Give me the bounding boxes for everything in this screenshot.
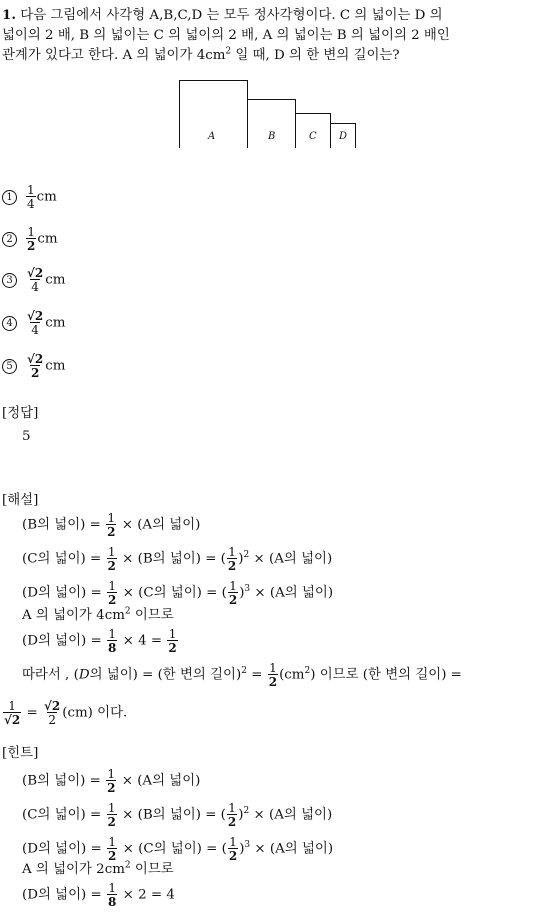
hint-b-line: (B의 넓이) = $\frac{1}{2}$ × (A의 넓이) <box>22 767 201 795</box>
label-a: A <box>208 131 216 142</box>
question-line-1: 1. 다음 그림에서 사각형 A,B,C,D 는 모두 정사각형이다. C 의 넓이는 D 의 <box>2 7 443 23</box>
question-line-3: 관계가 있다고 한다. A 의 넓이가 $4cm^2$ 일 때, D 의 한 변의 길이는? <box>2 46 400 63</box>
explanation-c-line: (C의 넓이) = $\frac{1}{2}$ × (B의 넓이) = ( $\frac{1}{2}$ )$^2$ × (A의 넓이) <box>22 545 333 573</box>
label-d: D <box>339 131 348 142</box>
hint-d-line: (D의 넓이) = $\frac{1}{2}$ × (C의 넓이) = ( $\frac{1}{2}$ )$^3$ × (A의 넓이) <box>22 835 334 863</box>
explanation-a-line: A 의 넓이가 $4cm^2$ 이므로 <box>22 606 174 623</box>
choice-1[interactable]: 1 $\frac{1}{4}$ cm <box>2 184 57 210</box>
explanation-final-line: $\frac{1}{√2}$ = $\frac{√2}{2}$ (cm) 이다. <box>4 699 128 727</box>
hint-c-line: (C의 넓이) = $\frac{1}{2}$ × (B의 넓이) = ( $\frac{1}{2}$ )$^2$ × (A의 넓이) <box>22 801 333 829</box>
hint-a-line: A 의 넓이가 $2cm^2$ 이므로 <box>22 860 174 877</box>
hint-d2-line: (D의 넓이) = $\frac{1}{8}$ × 2 = 4 <box>22 881 175 909</box>
choice-3[interactable]: 3 $\frac{√2}{4}$ cm <box>2 267 65 293</box>
choice-marker: 4 <box>2 316 17 331</box>
label-b: B <box>268 131 276 142</box>
explanation-header: [해설] <box>2 493 39 508</box>
choice-4[interactable]: 4 $\frac{√2}{4}$ cm <box>2 310 65 336</box>
answer-header: [정답] <box>2 406 39 421</box>
choice-marker: 1 <box>2 190 17 205</box>
question-number: 1. <box>2 7 16 23</box>
explanation-d2-line: (D의 넓이) = $\frac{1}{8}$ × 4 = $\frac{1}{2}$ <box>22 627 177 655</box>
hint-header: [힌트] <box>2 746 39 761</box>
explanation-therefore-line: 따라서 , (D의 넓이) = (한 변의 길이)$^2$ = $\frac{1}{2}$ $(cm^2)$ 이므로 (한 변의 길이) = <box>22 661 462 689</box>
choice-marker: 3 <box>2 273 17 288</box>
choice-marker: 2 <box>2 232 17 247</box>
label-c: C <box>309 131 317 142</box>
explanation-b-line: (B의 넓이) = $\frac{1}{2}$ × (A의 넓이) <box>22 511 201 539</box>
answer-value: 5 <box>22 429 31 444</box>
question-line-2: 넓이의 2 배, B 의 넓이는 C 의 넓이의 2 배, A 의 넓이는 B 의 넓이의 2 배인 <box>2 28 450 43</box>
explanation-d-line: (D의 넓이) = $\frac{1}{2}$ × (C의 넓이) = ( $\frac{1}{2}$ )$^3$ × (A의 넓이) <box>22 579 334 607</box>
choice-marker: 5 <box>2 359 17 374</box>
choice-5[interactable]: 5 $\frac{√2}{2}$ cm <box>2 353 65 379</box>
choice-2[interactable]: 2 $\frac{1}{2}$ cm <box>2 226 58 252</box>
